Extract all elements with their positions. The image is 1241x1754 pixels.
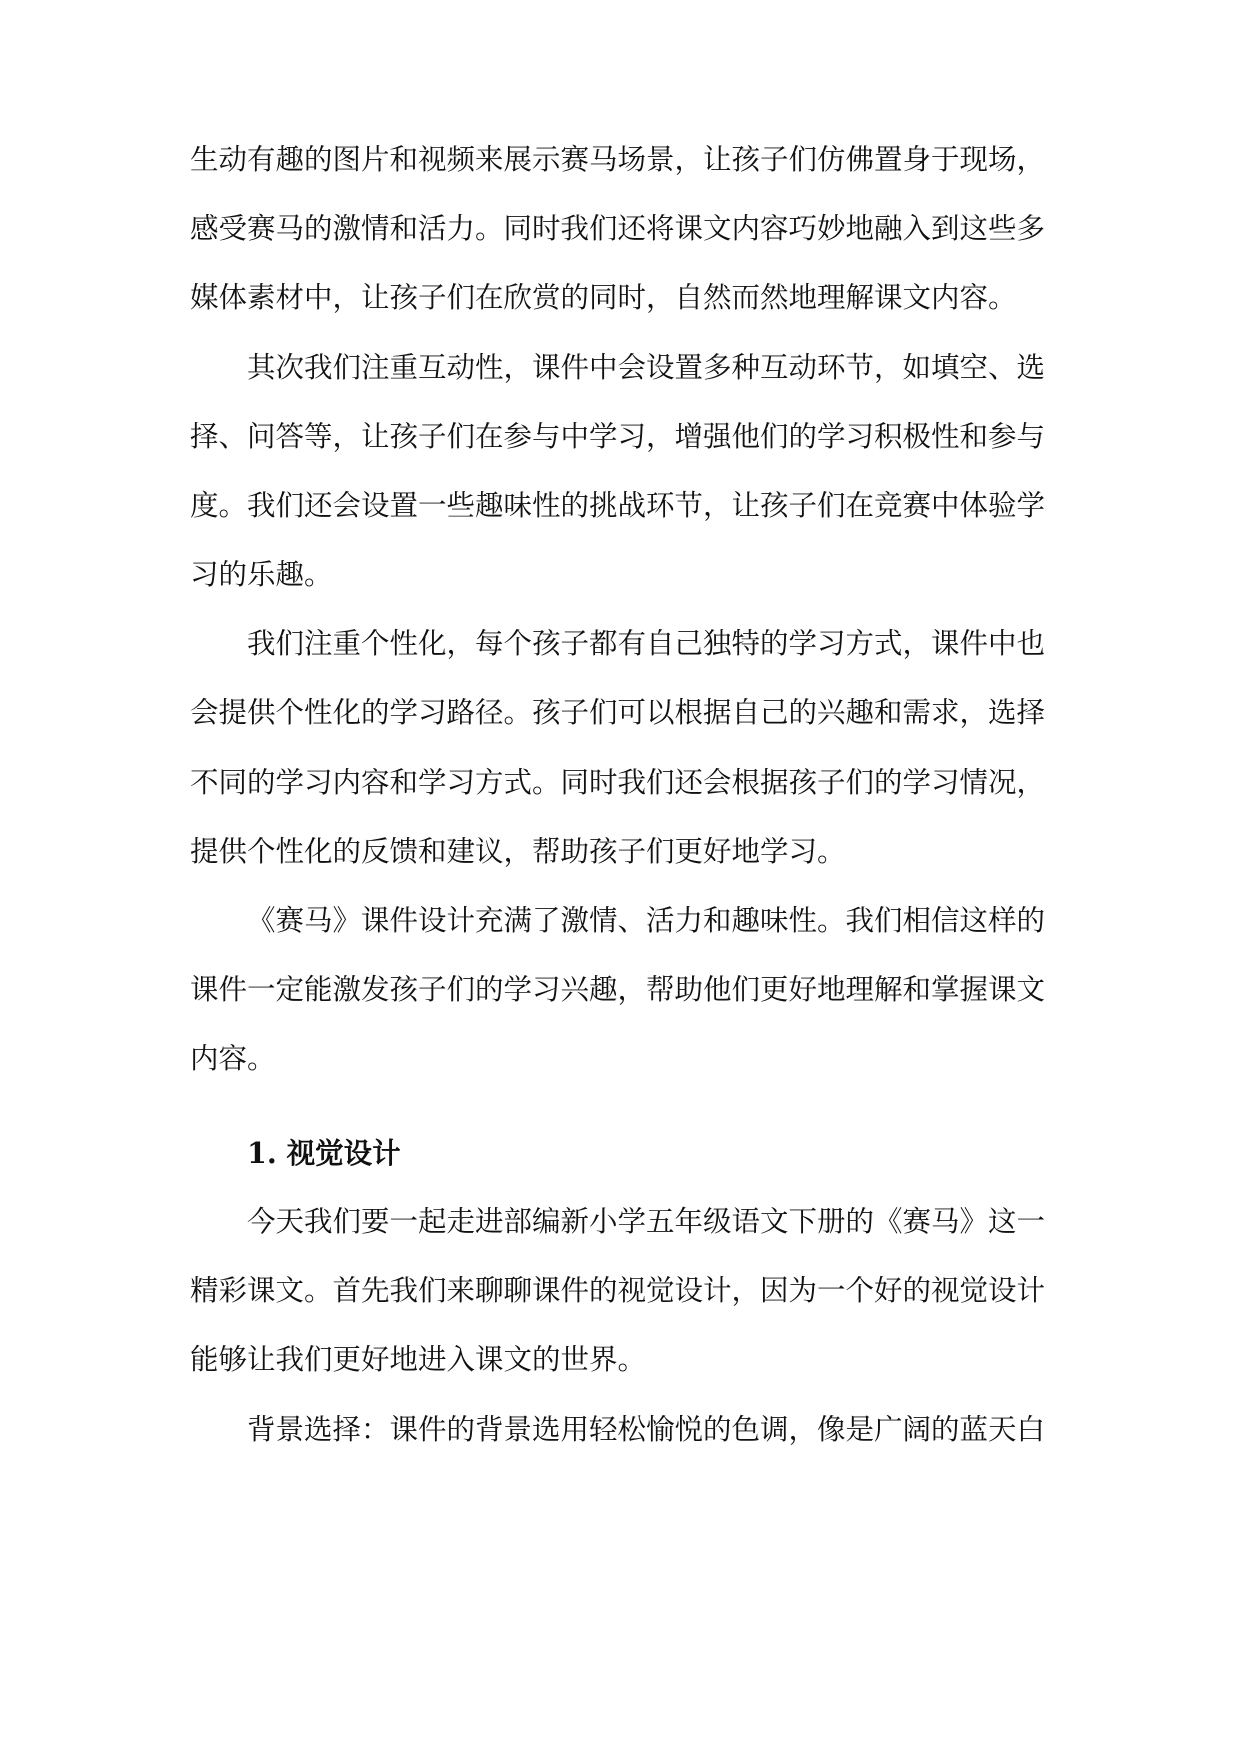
text-line: 精彩课文。首先我们来聊聊课件的视觉设计，因为一个好的视觉设计 bbox=[190, 1274, 1046, 1307]
paragraph-first-line: 其次我们注重互动性，课件中会设置多种互动环节，如填空、选 bbox=[247, 351, 1046, 384]
paragraph-first-line: 我们注重个性化，每个孩子都有自己独特的学习方式，课件中也 bbox=[247, 627, 1046, 660]
text-line: 不同的学习内容和学习方式。同时我们还会根据孩子们的学习情况， bbox=[190, 766, 1046, 799]
text-line: 生动有趣的图片和视频来展示赛马场景，让孩子们仿佛置身于现场， bbox=[190, 143, 1046, 176]
text-line: 感受赛马的激情和活力。同时我们还将课文内容巧妙地融入到这些多 bbox=[190, 212, 1046, 245]
text-line: 提供个性化的反馈和建议，帮助孩子们更好地学习。 bbox=[190, 835, 846, 868]
section-heading: 1. 视觉设计 bbox=[247, 1136, 401, 1170]
text-line: 会提供个性化的学习路径。孩子们可以根据自己的兴趣和需求，选择 bbox=[190, 696, 1046, 729]
text-line: 度。我们还会设置一些趣味性的挑战环节，让孩子们在竞赛中体验学 bbox=[190, 489, 1046, 522]
document-page bbox=[190, 0, 1060, 1754]
text-line: 择、问答等，让孩子们在参与中学习，增强他们的学习积极性和参与 bbox=[190, 420, 1046, 453]
text-line: 内容。 bbox=[190, 1042, 276, 1075]
paragraph-first-line: 今天我们要一起走进部编新小学五年级语文下册的《赛马》这一 bbox=[247, 1205, 1046, 1238]
text-line: 课件一定能激发孩子们的学习兴趣，帮助他们更好地理解和掌握课文 bbox=[190, 973, 1046, 1006]
text-line: 习的乐趣。 bbox=[190, 558, 333, 591]
text-line: 能够让我们更好地进入课文的世界。 bbox=[190, 1343, 647, 1376]
text-line: 媒体素材中，让孩子们在欣赏的同时，自然而然地理解课文内容。 bbox=[190, 281, 1017, 314]
paragraph-first-line: 背景选择：课件的背景选用轻松愉悦的色调，像是广阔的蓝天白 bbox=[247, 1413, 1046, 1446]
paragraph-first-line: 《赛马》课件设计充满了激情、活力和趣味性。我们相信这样的 bbox=[247, 904, 1046, 937]
